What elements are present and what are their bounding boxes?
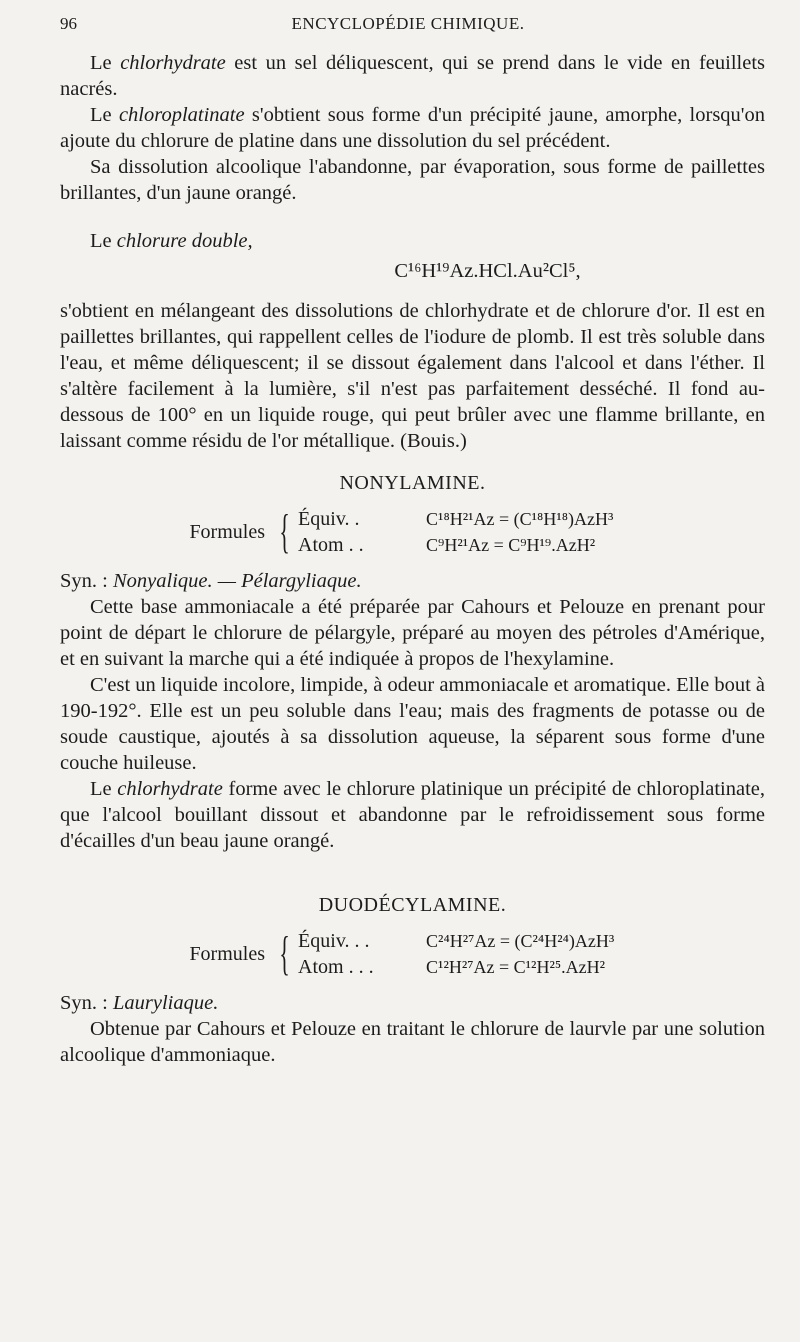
page-number: 96	[60, 14, 77, 33]
synonyms-nonylamine	[60, 568, 765, 594]
formulas-label: Formules	[189, 521, 265, 543]
formula-row-equiv	[298, 506, 613, 532]
text: Syn. :	[60, 570, 113, 592]
text: Le	[90, 778, 118, 800]
formulas-label: Formules	[189, 943, 265, 965]
formula-row-atom	[298, 532, 613, 558]
formula-row-expression: C¹⁸H²¹Az = (C¹⁸H¹⁸)AzH³	[426, 509, 614, 529]
term-emphasis: chlorhydrate	[120, 52, 226, 74]
paragraph-nonylamine-properties: C'est un liquide incolore, limpide, à odeur ammoniacale et aromatique. Elle bout à 190-192°. Elle est un peu soluble dans l'eau; mais des fragments de potasse ou de soude caustique, ajoutés à sa dissolution aqueuse, la séparent sous forme d'une couche huileuse.	[60, 674, 765, 774]
formula-rows	[298, 928, 614, 980]
text: forme avec le chlorure platinique un précipité de chloroplatinate, que l'alcool bouillant dissout et abandonne par le refroidissement sous forme d'écailles d'un beau jaune orangé.	[60, 778, 766, 852]
formula-row-name: Atom . . .	[298, 956, 374, 978]
page-body	[60, 50, 765, 1068]
formula-row-expression: C⁹H²¹Az = C⁹H¹⁹.AzH²	[426, 535, 596, 555]
text: Le	[90, 230, 117, 252]
term-emphasis: chlorure double,	[116, 230, 253, 252]
synonyms-duodecylamine	[60, 990, 765, 1016]
spacer	[60, 854, 765, 876]
synonym-emphasis: Nonyalique. — Pélargyliaque.	[112, 570, 362, 592]
formula-row-equiv	[298, 928, 614, 954]
term-emphasis: chloroplatinate	[118, 104, 245, 126]
synonym-emphasis: Lauryliaque.	[112, 992, 219, 1014]
term-emphasis: chlorhydrate	[117, 778, 223, 800]
page-header	[50, 14, 766, 38]
paragraph-nonylamine-preparation: Cette base ammoniacale a été préparée par Cahours et Pelouze en prenant pour point de départ le chlorure de pélargyle, préparé au moyen des pétroles d'Amérique, et en suivant la marche qui a été indiquée à propos de l'hexylamine.	[60, 596, 765, 670]
section-title-duodecylamine: DUODÉCYLAMINE.	[318, 894, 507, 916]
text: est un sel déliquescent, qui se prend dans le vide en feuillets nacrés.	[60, 52, 765, 100]
formula-rows	[298, 506, 613, 558]
brace-glyph: {	[279, 927, 290, 980]
text: s'obtient sous forme d'un précipité jaune, amorphe, lorsqu'on ajoute du chlorure de platine dans une dissolution du sel précédent.	[60, 104, 765, 152]
formulas-nonylamine	[60, 506, 765, 558]
spacer	[60, 206, 765, 228]
paragraph-dissolution: Sa dissolution alcoolique l'abandonne, par évaporation, sous forme de paillettes brillantes, d'un jaune orangé.	[60, 156, 765, 204]
formula-row-atom	[298, 954, 614, 980]
text: Syn. :	[60, 992, 113, 1014]
formula-row-name: Équiv. . .	[298, 930, 370, 952]
text: Le	[90, 52, 121, 74]
formula-row-expression: C¹²H²⁷Az = C¹²H²⁵.AzH²	[426, 957, 606, 977]
section-title-nonylamine: NONYLAMINE.	[339, 472, 486, 494]
formulas-duodecylamine	[60, 928, 765, 980]
formula-chlorure-double: C¹⁶H¹⁹Az.HCl.Au²Cl⁵,	[394, 260, 581, 282]
formula-row-expression: C²⁴H²⁷Az = (C²⁴H²⁴)AzH³	[426, 931, 615, 951]
brace-glyph: {	[279, 505, 290, 558]
text: Le	[90, 104, 119, 126]
paragraph-chlorhydrate	[60, 50, 765, 102]
formula-row-name: Équiv. .	[298, 508, 360, 530]
paragraph-nonylamine-chlorhydrate	[60, 776, 765, 854]
running-title: ENCYCLOPÉDIE CHIMIQUE.	[291, 14, 525, 33]
paragraph-chlorure-double	[60, 228, 765, 254]
paragraph-chlorure-double-properties: s'obtient en mélangeant des dissolutions de chlorhydrate et de chlorure d'or. Il est en paillettes brillantes, qui rappellent celles de l'iodure de plomb. Il est très soluble dans l'eau, et même déliquescent; il se dissout également dans l'alcool et dans l'éther. Il s'altère facilement à la lumière, s'il n'est pas parfaitement desséché. Il fond au-dessous de 100° en un liquide rouge, qui peut brûler avec une flamme brillante, en laissant comme résidu de l'or métallique. (Bouis.)	[60, 300, 765, 452]
paragraph-duodecylamine-preparation: Obtenue par Cahours et Pelouze en traitant le chlorure de laurvle par une solution alcoolique d'ammoniaque.	[60, 1018, 765, 1066]
formula-row-name: Atom . .	[298, 534, 364, 556]
paragraph-chloroplatinate	[60, 102, 765, 154]
